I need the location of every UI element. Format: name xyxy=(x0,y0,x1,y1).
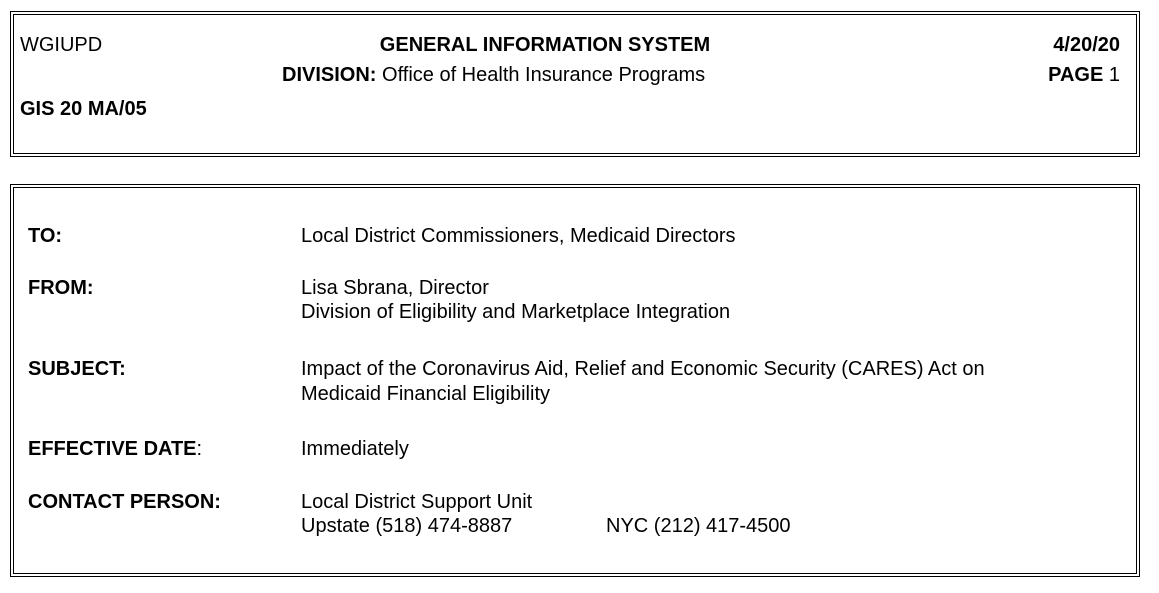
contact-label: CONTACT PERSON: xyxy=(28,491,221,513)
division-line xyxy=(282,63,705,87)
system-title: GENERAL INFORMATION SYSTEM xyxy=(379,34,711,56)
effective-date-label-text: EFFECTIVE DATE xyxy=(28,438,197,460)
division-value: Office of Health Insurance Programs xyxy=(382,64,706,86)
effective-date-colon: : xyxy=(196,438,203,460)
subject-line-2: Medicaid Financial Eligibility xyxy=(301,383,550,405)
to-label: TO: xyxy=(28,225,63,247)
page-indicator xyxy=(880,63,1120,87)
from-division: Division of Eligibility and Marketplace Integration xyxy=(301,301,731,323)
subject-label: SUBJECT: xyxy=(28,358,126,380)
from-label: FROM: xyxy=(28,277,94,299)
from-name: Lisa Sbrana, Director xyxy=(301,277,489,299)
effective-date-label xyxy=(28,437,202,461)
contact-nyc: NYC (212) 417-4500 xyxy=(606,515,791,537)
contact-unit: Local District Support Unit xyxy=(301,491,533,513)
gis-number: GIS 20 MA/05 xyxy=(20,98,147,120)
contact-upstate: Upstate (518) 474-8887 xyxy=(301,515,513,537)
document-code: WGIUPD xyxy=(20,34,103,56)
page-number: 1 xyxy=(1108,64,1120,86)
document-date: 4/20/20 xyxy=(1053,34,1120,56)
page-label: PAGE xyxy=(1048,64,1104,86)
to-value: Local District Commissioners, Medicaid Directors xyxy=(301,225,736,247)
subject-line-1: Impact of the Coronavirus Aid, Relief and Economic Security (CARES) Act on xyxy=(301,358,985,380)
division-label: DIVISION: xyxy=(282,64,377,86)
effective-date-value: Immediately xyxy=(301,438,409,460)
